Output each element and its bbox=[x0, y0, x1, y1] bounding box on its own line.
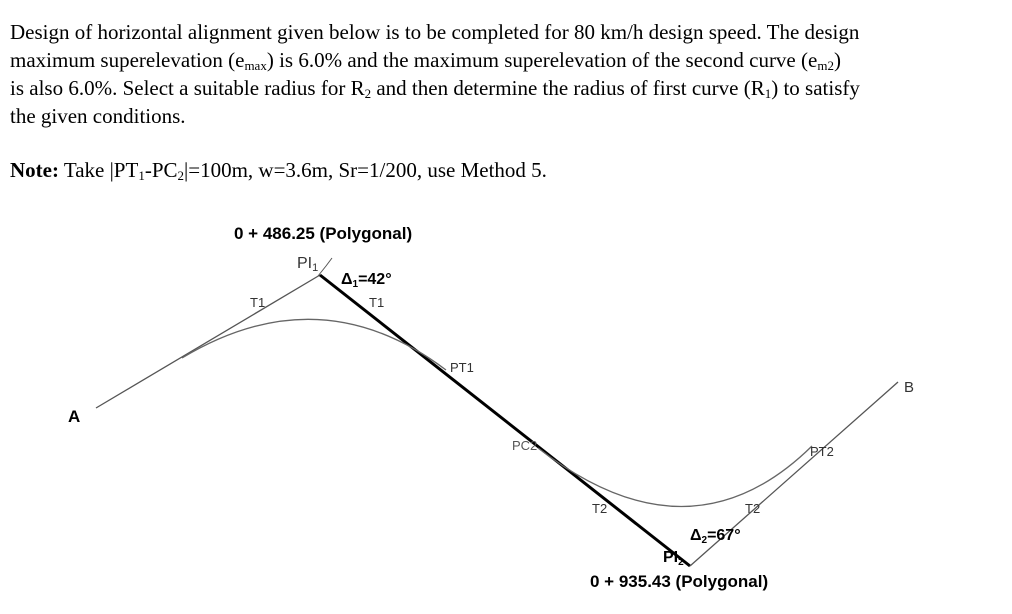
t2-right-label: T2 bbox=[745, 501, 761, 516]
point-a-label: A bbox=[68, 407, 81, 426]
curve-1 bbox=[182, 319, 446, 370]
t1-right-label: T1 bbox=[369, 295, 385, 310]
station-2-label: 0 + 935.43 (Polygonal) bbox=[590, 572, 769, 591]
t1-left-label: T1 bbox=[250, 295, 266, 310]
pi1-tick bbox=[318, 258, 332, 276]
problem-line-3: is also 6.0%. Select a suitable radius for $R_2$ and then determine the radius of first curve $(R_1)$ to satisfy bbox=[10, 76, 860, 101]
problem-line-2: maximum superelevation $(e_{max})$ is 6.0% and the maximum superelevation of the second curve $(e_{m2})$ bbox=[10, 48, 841, 73]
pi2-label: PI2 bbox=[663, 549, 684, 568]
pc2-label: PC2 bbox=[512, 438, 538, 453]
tangent-a-pi1 bbox=[96, 275, 320, 408]
pi1-label: PI1 bbox=[297, 255, 319, 274]
station-1-label: 0 + 486.25 (Polygonal) bbox=[234, 224, 413, 243]
note: Note: Take $|PT_1-PC_2|=100m$, w=3.6m, Sr=1/200, use Method 5. bbox=[10, 158, 547, 183]
note-label: Note: bbox=[10, 158, 59, 182]
delta2-label: Δ2=67° bbox=[690, 527, 741, 546]
pt1-label: PT1 bbox=[450, 360, 474, 375]
pt2-label: PT2 bbox=[810, 444, 834, 459]
point-b-label: B bbox=[904, 379, 915, 396]
problem-line-4: the given conditions. bbox=[10, 104, 186, 128]
curve-2 bbox=[538, 446, 812, 507]
t2-left-label: T2 bbox=[592, 501, 608, 516]
problem-line-1: Design of horizontal alignment given below is to be completed for 80 km/h design speed. The design bbox=[10, 20, 860, 44]
tangent-pi1-pi2 bbox=[320, 275, 690, 566]
delta1-label: Δ1=42° bbox=[341, 271, 392, 290]
